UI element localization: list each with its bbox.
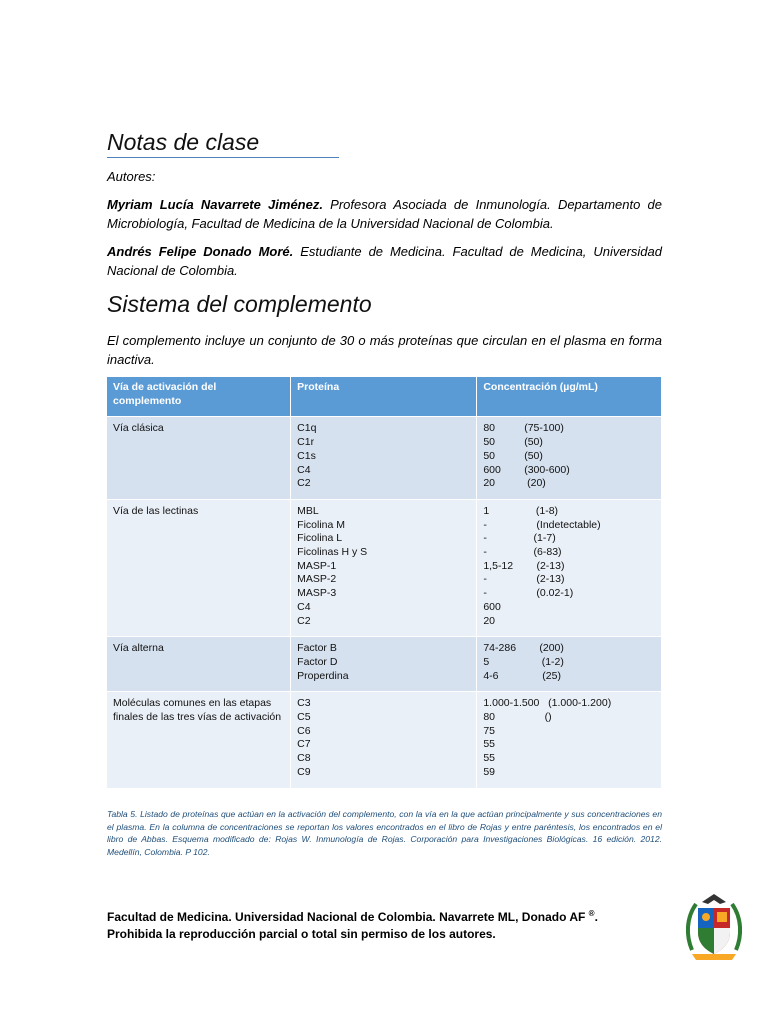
cell-proteins bbox=[291, 692, 477, 788]
concentration-item: 4-6 (25) bbox=[483, 669, 561, 682]
table-caption: Tabla 5. Listado de proteínas que actúan en la activación del complemento, con la vía en la que actúan principalmente y sus concentraciones en el plasma. En la columna de concentraciones se reportan los valores encontrados en el libro de Rojas y entre paréntesis, los encontrados en el libro de Abbas. Esquema modificado de: Rojas W. Inmunología de Rojas. Corporación para Investigaciones Biológicas. 16 edición. 2012. Medellín, Colombia. P 102. bbox=[107, 809, 662, 857]
authors-label: Autores: bbox=[107, 169, 156, 184]
registered-mark: ® bbox=[588, 909, 595, 918]
concentration-item: 80 (75-100) bbox=[483, 422, 564, 435]
table-row bbox=[107, 637, 662, 692]
concentration-item: - (Indetectable) bbox=[483, 518, 601, 531]
concentration-item: 59 bbox=[483, 765, 496, 778]
concentration-item: 55 bbox=[483, 752, 496, 765]
protein-item: MASP-2 bbox=[297, 573, 337, 586]
protein-item: C4 bbox=[297, 600, 311, 613]
protein-item: C1s bbox=[297, 449, 316, 462]
concentration-item: 50 (50) bbox=[483, 436, 543, 449]
footer-line-2: Prohibida la reproducción parcial o total sin permiso de los autores. bbox=[107, 927, 496, 941]
cell-pathway: Moléculas comunes en las etapas finales de las tres vías de activación bbox=[107, 692, 291, 788]
protein-item: C9 bbox=[297, 765, 311, 778]
concentration-item: 80 () bbox=[483, 711, 552, 724]
protein-item: MBL bbox=[297, 504, 319, 517]
concentration-item: 600 bbox=[483, 600, 501, 613]
author-1 bbox=[107, 195, 662, 233]
cell-concentrations bbox=[477, 417, 662, 500]
table-row bbox=[107, 692, 662, 788]
university-seal-logo bbox=[684, 892, 744, 964]
page-title: Notas de clase bbox=[107, 129, 260, 155]
concentration-item: - (0.02-1) bbox=[483, 587, 574, 600]
author-2-name: Andrés Felipe Donado Moré. bbox=[107, 244, 294, 259]
header-pathway: Vía de activación del complemento bbox=[107, 377, 291, 417]
concentration-item: 20 bbox=[483, 614, 496, 627]
concentration-item: 50 (50) bbox=[483, 449, 543, 462]
protein-item: C8 bbox=[297, 752, 311, 765]
table-row bbox=[107, 417, 662, 500]
author-1-name: Myriam Lucía Navarrete Jiménez. bbox=[107, 197, 323, 212]
protein-item: MASP-3 bbox=[297, 587, 337, 600]
title-underline bbox=[107, 157, 339, 158]
protein-item: C3 bbox=[297, 697, 311, 710]
concentration-item: 600 (300-600) bbox=[483, 463, 570, 476]
cell-proteins bbox=[291, 499, 477, 636]
protein-item: C2 bbox=[297, 614, 311, 627]
protein-item: Factor D bbox=[297, 655, 338, 668]
footer-line-1: Facultad de Medicina. Universidad Nacional de Colombia. Navarrete ML, Donado AF bbox=[107, 910, 586, 924]
header-concentration: Concentración (µg/mL) bbox=[477, 377, 662, 417]
concentration-item: - (6-83) bbox=[483, 546, 562, 559]
author-1-description: Profesora Asociada de Inmunología. Departamento de Microbiología, Facultad de Medicina de la Universidad Nacional de Colombia. bbox=[107, 197, 662, 231]
concentration-item: 1.000-1.500 (1.000-1.200) bbox=[483, 697, 612, 710]
author-2 bbox=[107, 242, 662, 280]
protein-item: Ficolina L bbox=[297, 532, 343, 545]
complement-table bbox=[107, 377, 662, 788]
protein-item: MASP-1 bbox=[297, 559, 337, 572]
protein-item: Factor B bbox=[297, 642, 337, 655]
concentration-item: 5 (1-2) bbox=[483, 655, 564, 668]
concentration-item: 20 (20) bbox=[483, 477, 546, 490]
cell-pathway: Vía clásica bbox=[107, 417, 291, 500]
protein-item: C4 bbox=[297, 463, 311, 476]
protein-item: C1q bbox=[297, 422, 317, 435]
protein-item: C2 bbox=[297, 477, 311, 490]
concentration-item: 74-286 (200) bbox=[483, 642, 564, 655]
protein-item: C1r bbox=[297, 436, 315, 449]
cell-concentrations bbox=[477, 692, 662, 788]
cell-concentrations bbox=[477, 637, 662, 692]
concentration-item: - (1-7) bbox=[483, 532, 556, 545]
cell-pathway: Vía de las lectinas bbox=[107, 499, 291, 636]
protein-item: C7 bbox=[297, 738, 311, 751]
protein-item: C6 bbox=[297, 724, 311, 737]
concentration-item: - (2-13) bbox=[483, 573, 565, 586]
cell-concentrations bbox=[477, 499, 662, 636]
cell-pathway: Vía alterna bbox=[107, 637, 291, 692]
section-intro: El complemento incluye un conjunto de 30 o más proteínas que circulan en el plasma en forma inactiva. bbox=[107, 333, 662, 367]
protein-item: Properdina bbox=[297, 669, 349, 682]
footer bbox=[107, 905, 667, 943]
cell-proteins bbox=[291, 637, 477, 692]
section-title: Sistema del complemento bbox=[107, 291, 372, 317]
table-row bbox=[107, 499, 662, 636]
concentration-item: 1 (1-8) bbox=[483, 504, 559, 517]
author-2-description: Estudiante de Medicina. Facultad de Medicina, Universidad Nacional de Colombia. bbox=[107, 244, 662, 278]
table-header-row bbox=[107, 377, 662, 417]
header-protein: Proteína bbox=[291, 377, 477, 417]
protein-item: Ficolina M bbox=[297, 518, 346, 531]
cell-proteins bbox=[291, 417, 477, 500]
concentration-item: 75 bbox=[483, 724, 496, 737]
concentration-item: 1,5-12 (2-13) bbox=[483, 559, 565, 572]
footer-line-1-end: . bbox=[594, 910, 598, 924]
protein-item: Ficolinas H y S bbox=[297, 546, 368, 559]
concentration-item: 55 bbox=[483, 738, 496, 751]
protein-item: C5 bbox=[297, 711, 311, 724]
